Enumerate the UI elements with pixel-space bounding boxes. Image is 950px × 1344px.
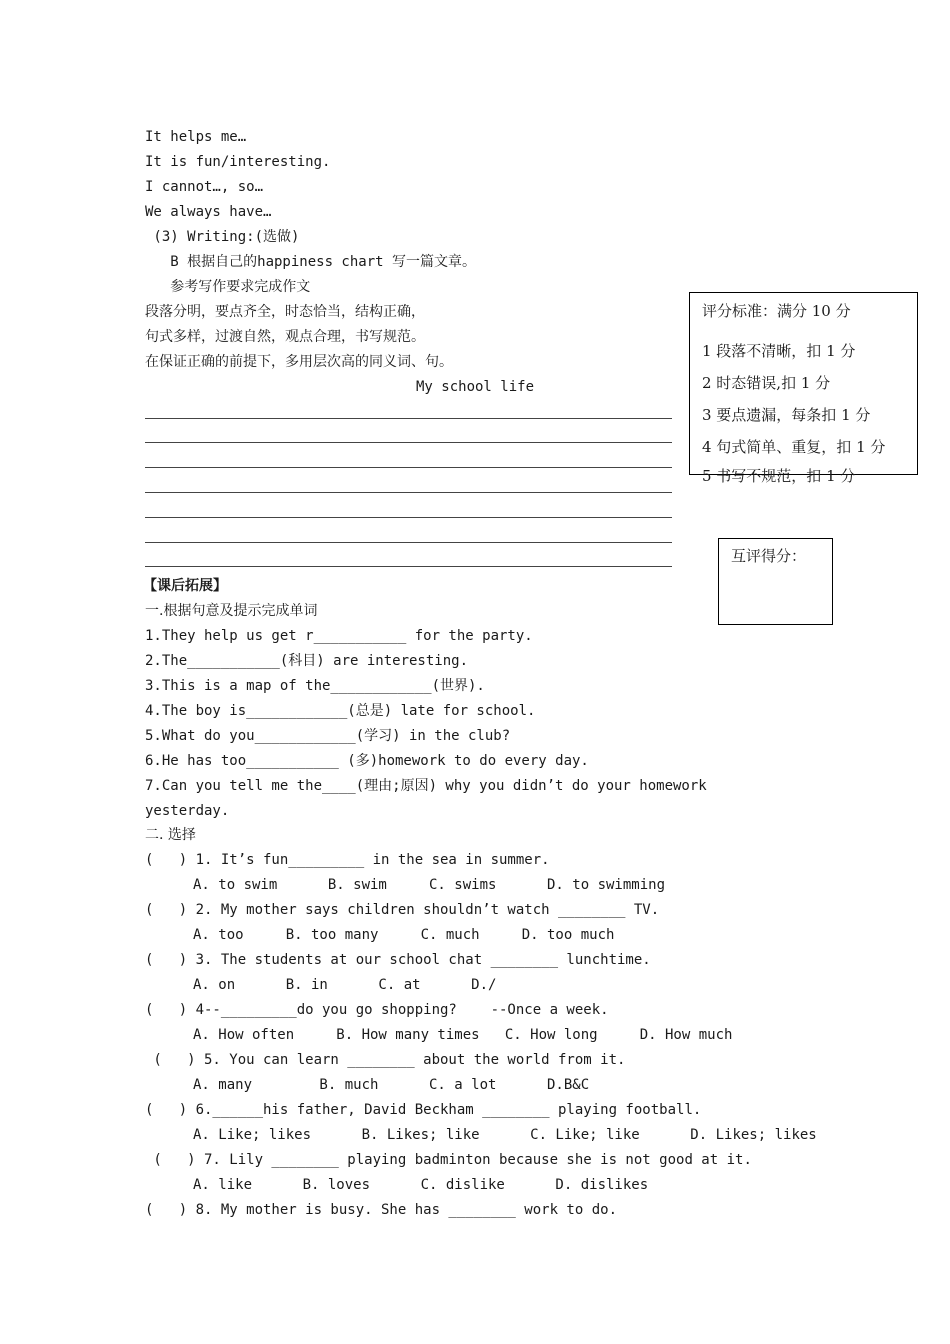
question-line: ( ) 4--_________do you go shopping? --Once a week. (145, 1002, 609, 1018)
options-line: A. on B. in C. at D./ (193, 977, 497, 993)
section-heading-choice: 二. 选择 (145, 827, 196, 843)
scoring-item: 5 书写不规范，扣 1 分 (702, 467, 856, 485)
question-line: ( ) 2. My mother says children shouldn’t watch ________ TV. (145, 902, 660, 918)
peer-score-box (718, 538, 833, 625)
question-line: 6.He has too___________ (多)homework to do every day. (145, 753, 589, 769)
question-line: 7.Can you tell me the____(理由;原因) why you didn’t do your homework (145, 778, 707, 794)
writing-line (145, 542, 672, 543)
text-line: 段落分明，要点齐全，时态恰当，结构正确， (145, 304, 425, 320)
question-line: ( ) 6.______his father, David Beckham ________ playing football. (145, 1102, 702, 1118)
options-line: A. like B. loves C. dislike D. dislikes (193, 1177, 649, 1193)
scoring-criteria-box (689, 292, 918, 485)
text-line: We always have… (145, 204, 272, 220)
section-heading-writing: (3) Writing:(选做) (145, 229, 300, 245)
scoring-item: 1 段落不清晰，扣 1 分 (702, 342, 856, 360)
options-line: A. How often B. How many times C. How long D. How much (193, 1027, 733, 1043)
writing-line (145, 492, 672, 493)
text-line: It is fun/interesting. (145, 154, 331, 170)
text-line: 参考写作要求完成作文 (145, 279, 311, 295)
text-line: I cannot…, so… (145, 179, 264, 195)
scoring-item: 3 要点遗漏，每条扣 1 分 (702, 406, 871, 424)
question-line: 2.The___________(科目) are interesting. (145, 653, 469, 669)
text-line: 句式多样，过渡自然，观点合理，书写规范。 (145, 329, 425, 345)
options-line: A. Like; likes B. Likes; like C. Like; like D. Likes; likes (193, 1127, 817, 1143)
options-line: A. too B. too many C. much D. too much (193, 927, 615, 943)
options-line: A. to swim B. swim C. swims D. to swimming (193, 877, 666, 893)
question-line: 5.What do you____________(学习) in the club? (145, 728, 511, 744)
writing-line (145, 517, 672, 518)
scoring-item: 4 句式简单、重复，扣 1 分 (702, 438, 886, 456)
text-line: B 根据自己的happiness chart 写一篇文章。 (145, 254, 477, 270)
writing-line (145, 566, 672, 567)
scoring-title: 评分标准：满分 10 分 (702, 302, 851, 320)
peer-score-label: 互评得分： (731, 547, 807, 565)
question-line: ( ) 5. You can learn ________ about the world from it. (145, 1052, 626, 1068)
options-line: A. many B. much C. a lot D.B&C (193, 1077, 590, 1093)
text-line: It helps me… (145, 129, 247, 145)
scoring-item: 2 时态错误,扣 1 分 (702, 374, 831, 392)
question-line: ( ) 1. It’s fun_________ in the sea in summer. (145, 852, 550, 868)
text-line: 在保证正确的前提下，多用层次高的同义词、句。 (145, 354, 453, 370)
question-line: 4.The boy is____________(总是) late for school. (145, 703, 536, 719)
question-line: ( ) 7. Lily ________ playing badminton because she is not good at it. (145, 1152, 752, 1168)
writing-line (145, 418, 672, 419)
question-line: ( ) 3. The students at our school chat ________ lunchtime. (145, 952, 651, 968)
writing-line (145, 442, 672, 443)
essay-title: My school life (416, 379, 535, 395)
question-line: ( ) 8. My mother is busy. She has ________ work to do. (145, 1202, 618, 1218)
question-line: yesterday. (145, 803, 230, 819)
section-heading-extension: 【课后拓展】 (143, 578, 227, 594)
question-line: 1.They help us get r___________ for the party. (145, 628, 533, 644)
writing-line (145, 467, 672, 468)
section-heading-fill-words: 一.根据句意及提示完成单词 (145, 603, 318, 619)
question-line: 3.This is a map of the____________(世界). (145, 678, 485, 694)
